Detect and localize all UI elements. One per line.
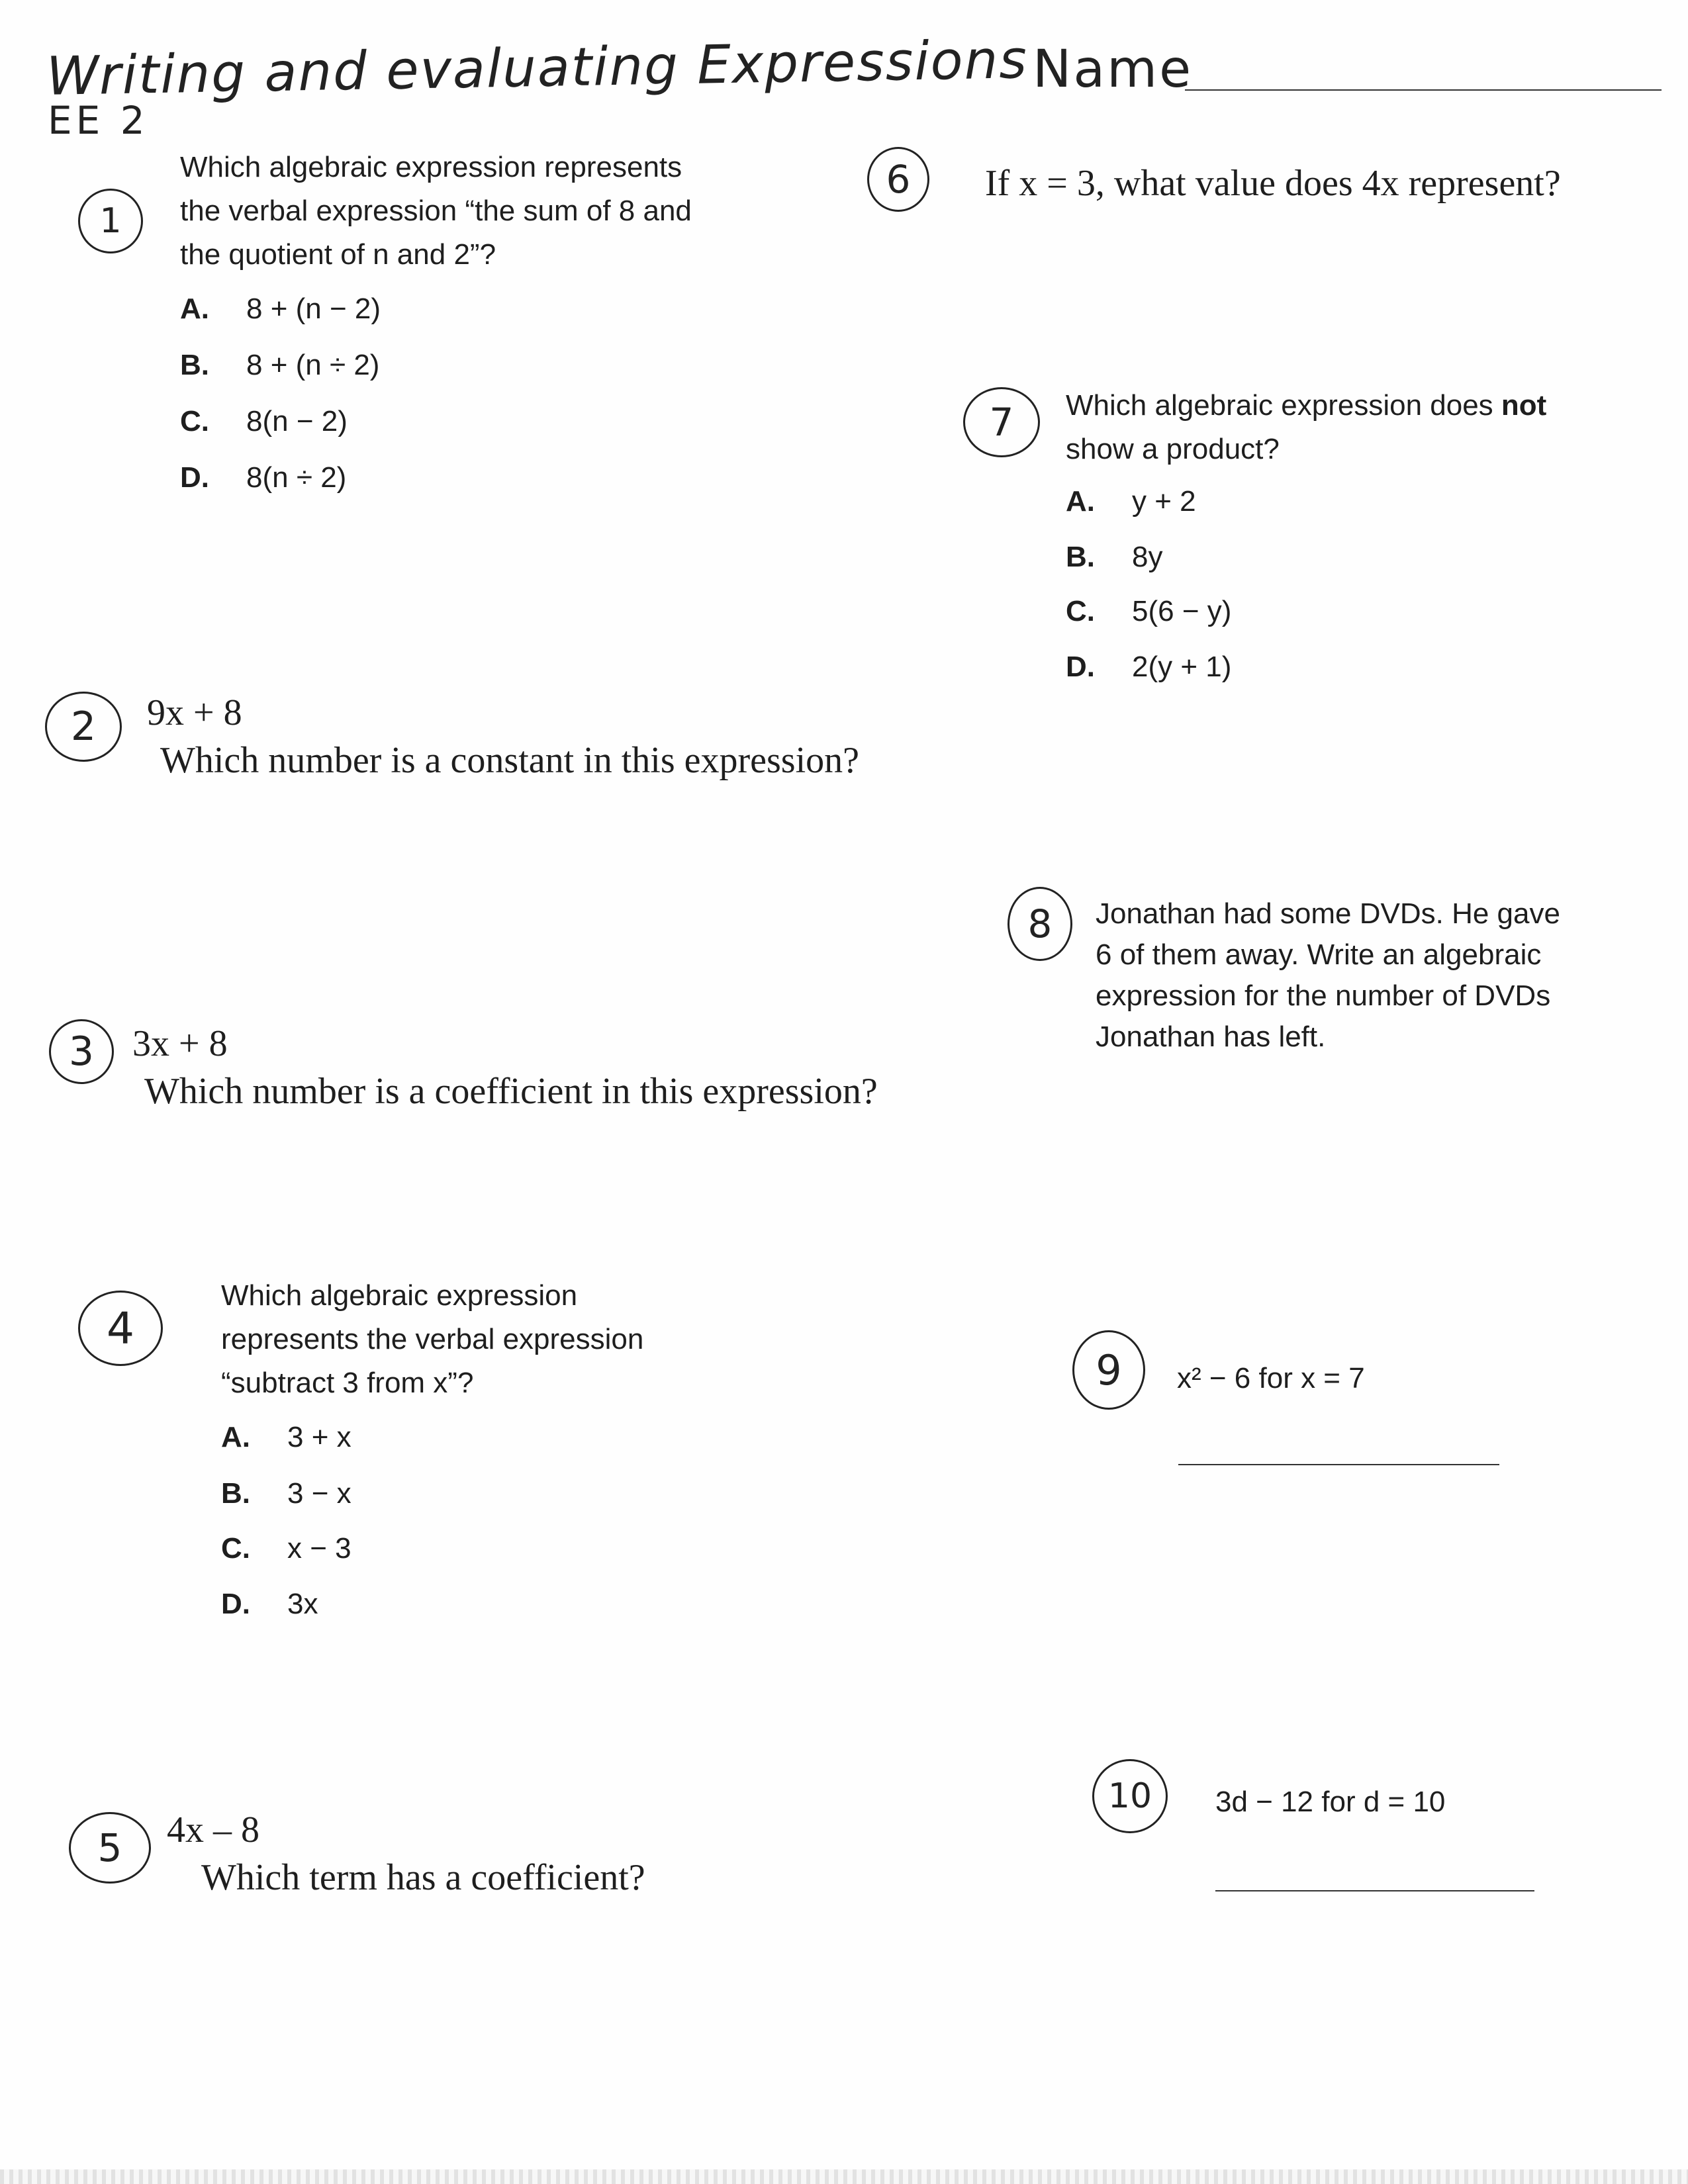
option-text: 8(n ÷ 2) xyxy=(246,461,347,494)
question-10-expression: 3d − 12 for d = 10 xyxy=(1215,1786,1446,1818)
question-4-prompt-line: represents the verbal expression xyxy=(221,1323,644,1355)
question-1-option-c[interactable] xyxy=(180,407,348,436)
question-7-option-c[interactable] xyxy=(1066,597,1231,626)
question-4-option-c[interactable] xyxy=(221,1534,352,1563)
question-number-5: 5 xyxy=(69,1812,151,1884)
question-7-prompt-line: Which algebraic expression does not xyxy=(1066,389,1547,422)
question-7-option-b[interactable] xyxy=(1066,543,1162,572)
question-number-7: 7 xyxy=(963,387,1040,457)
question-8-prompt xyxy=(1096,893,1658,1058)
option-letter: B. xyxy=(180,349,209,381)
option-letter: C. xyxy=(221,1532,250,1565)
question-number-6: 6 xyxy=(867,147,929,212)
option-text: 8y xyxy=(1132,541,1163,573)
question-1-prompt xyxy=(180,146,842,277)
question-1-prompt-line: Which algebraic expression represents xyxy=(180,151,682,183)
question-number-10: 10 xyxy=(1092,1759,1168,1833)
worksheet-code: EE 2 xyxy=(48,98,149,143)
option-text: x − 3 xyxy=(287,1532,352,1565)
question-1-option-d[interactable] xyxy=(180,463,346,492)
option-text: 3 − x xyxy=(287,1477,352,1510)
option-text: y + 2 xyxy=(1132,485,1196,518)
option-letter: D. xyxy=(221,1588,250,1620)
question-2-expression: 9x + 8 xyxy=(147,692,242,733)
worksheet-title: Writing and evaluating Expressions xyxy=(46,28,1029,107)
question-10-answer-line[interactable] xyxy=(1215,1890,1534,1891)
question-3-expression: 3x + 8 xyxy=(132,1023,228,1064)
question-2-prompt: Which number is a constant in this expression? xyxy=(160,740,859,781)
question-9-answer-line[interactable] xyxy=(1178,1464,1499,1465)
question-7-prompt xyxy=(1066,384,1662,471)
question-1-option-a[interactable] xyxy=(180,295,381,324)
name-field[interactable] xyxy=(1185,89,1662,91)
option-text: 3x xyxy=(287,1588,318,1620)
option-letter: D. xyxy=(180,461,209,494)
question-4-prompt-line: “subtract 3 from x”? xyxy=(221,1367,474,1399)
question-7-option-a[interactable] xyxy=(1066,487,1196,516)
scan-edge-artifact xyxy=(0,2169,1688,2184)
question-9-expression: x² − 6 for x = 7 xyxy=(1177,1362,1365,1394)
option-letter: A. xyxy=(1066,485,1095,518)
question-number-2: 2 xyxy=(45,692,122,762)
option-text: 8 + (n − 2) xyxy=(246,293,381,325)
question-number-1: 1 xyxy=(78,189,143,253)
question-7-prompt-line: show a product? xyxy=(1066,433,1280,465)
question-4-prompt xyxy=(221,1274,817,1405)
option-letter: B. xyxy=(221,1477,250,1510)
question-7-option-d[interactable] xyxy=(1066,653,1231,682)
question-4-prompt-line: Which algebraic expression xyxy=(221,1279,578,1312)
option-letter: D. xyxy=(1066,651,1095,683)
question-number-8: 8 xyxy=(1008,887,1072,961)
question-number-3: 3 xyxy=(49,1019,114,1084)
question-1-prompt-line: the verbal expression “the sum of 8 and xyxy=(180,195,692,227)
question-4-option-a[interactable] xyxy=(221,1423,352,1452)
question-4-option-d[interactable] xyxy=(221,1590,318,1619)
question-3-prompt: Which number is a coefficient in this expression? xyxy=(144,1071,878,1112)
question-4-option-b[interactable] xyxy=(221,1479,352,1508)
question-5-expression: 4x – 8 xyxy=(167,1809,259,1850)
question-6-prompt: If x = 3, what value does 4x represent? xyxy=(985,163,1561,204)
question-8-prompt-line: expression for the number of DVDs xyxy=(1096,979,1551,1012)
option-text: 3 + x xyxy=(287,1421,352,1453)
question-number-4: 4 xyxy=(78,1291,163,1366)
name-label: Name xyxy=(1033,40,1194,99)
question-number-9: 9 xyxy=(1072,1330,1145,1410)
option-letter: B. xyxy=(1066,541,1095,573)
option-letter: A. xyxy=(180,293,209,325)
question-1-option-b[interactable] xyxy=(180,351,379,380)
option-letter: C. xyxy=(180,405,209,437)
question-5-prompt: Which term has a coefficient? xyxy=(201,1857,645,1898)
option-text: 5(6 − y) xyxy=(1132,595,1232,627)
option-letter: A. xyxy=(221,1421,250,1453)
question-1-prompt-line: the quotient of n and 2”? xyxy=(180,238,496,271)
option-text: 2(y + 1) xyxy=(1132,651,1232,683)
question-8-prompt-line: Jonathan had some DVDs. He gave xyxy=(1096,897,1560,930)
question-8-prompt-line: 6 of them away. Write an algebraic xyxy=(1096,938,1542,971)
option-text: 8(n − 2) xyxy=(246,405,348,437)
option-text: 8 + (n ÷ 2) xyxy=(246,349,380,381)
option-letter: C. xyxy=(1066,595,1095,627)
question-8-prompt-line: Jonathan has left. xyxy=(1096,1021,1326,1053)
